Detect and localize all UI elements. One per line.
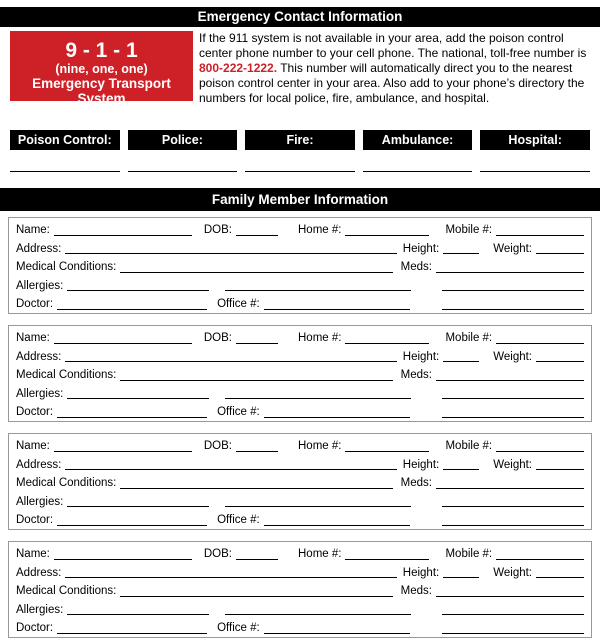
contact-label-police: Police: — [128, 130, 238, 150]
doctor-fill-line[interactable] — [57, 417, 207, 418]
contact-label-ambulance: Ambulance: — [363, 130, 473, 150]
address-fill-line[interactable] — [65, 361, 396, 362]
office-phone-fill-line[interactable] — [264, 525, 410, 526]
office-phone-fill-line[interactable] — [264, 417, 410, 418]
address-row — [16, 562, 584, 581]
weight-label: Weight: — [493, 242, 532, 255]
home-phone-fill-line[interactable] — [345, 451, 429, 452]
name-row — [16, 544, 584, 563]
home-phone-fill-line[interactable] — [345, 559, 429, 560]
address-row — [16, 238, 584, 257]
doctor-label: Doctor: — [16, 406, 54, 419]
meds-label: Meds: — [400, 261, 432, 274]
allergies-fill-line[interactable] — [67, 614, 209, 615]
contact-label-hospital: Hospital: — [480, 130, 590, 150]
dob-label: DOB: — [203, 332, 232, 345]
dob-fill-line[interactable] — [236, 559, 278, 560]
weight-fill-line[interactable] — [536, 253, 584, 254]
name-label: Name: — [16, 224, 50, 237]
allergies-label: Allergies: — [16, 495, 64, 508]
office-phone-label: Office #: — [217, 406, 260, 419]
weight-label: Weight: — [493, 350, 532, 363]
allergies-label: Allergies: — [16, 279, 64, 292]
home-phone-fill-line[interactable] — [345, 235, 429, 236]
police-fill-line[interactable] — [128, 171, 238, 172]
name-fill-line[interactable] — [54, 235, 192, 236]
meds-fill-line-3[interactable] — [442, 633, 584, 634]
ambulance-fill-line[interactable] — [363, 171, 473, 172]
doctor-fill-line[interactable] — [57, 633, 207, 634]
doctor-row — [16, 294, 584, 313]
section-header-emergency: Emergency Contact Information — [0, 7, 600, 27]
dob-fill-line[interactable] — [236, 343, 278, 344]
meds-fill-line-2[interactable] — [442, 398, 584, 399]
intro-paragraph — [199, 31, 590, 106]
address-fill-line[interactable] — [65, 469, 396, 470]
medical-conditions-fill-line[interactable] — [120, 380, 392, 381]
meds-label: Meds: — [400, 369, 432, 382]
home-phone-label: Home #: — [298, 548, 342, 561]
emergency-911-box — [10, 31, 193, 106]
allergies-fill-line[interactable] — [67, 398, 209, 399]
meds-fill-line-3[interactable] — [442, 309, 584, 310]
medical-conditions-row — [16, 581, 584, 600]
height-label: Height: — [402, 566, 440, 579]
weight-fill-line[interactable] — [536, 361, 584, 362]
home-phone-label: Home #: — [298, 440, 342, 453]
name-fill-line[interactable] — [54, 559, 192, 560]
medical-conditions-label: Medical Conditions: — [16, 369, 117, 382]
medical-conditions-row — [16, 473, 584, 492]
doctor-fill-line[interactable] — [57, 525, 207, 526]
dob-label: DOB: — [203, 440, 232, 453]
weight-fill-line[interactable] — [536, 577, 584, 578]
office-phone-label: Office #: — [217, 514, 260, 527]
mobile-phone-label: Mobile #: — [445, 332, 493, 345]
name-label: Name: — [16, 332, 50, 345]
office-phone-label: Office #: — [217, 298, 260, 311]
allergies-fill-line-2[interactable] — [225, 398, 411, 399]
poison-control-phone-number: 800-222-1222. — [199, 60, 278, 75]
meds-fill-line[interactable] — [436, 272, 584, 273]
section-header-family: Family Member Information — [0, 188, 600, 211]
family-member-block — [8, 433, 592, 530]
medical-conditions-label: Medical Conditions: — [16, 585, 117, 598]
name-fill-line[interactable] — [54, 343, 192, 344]
height-fill-line[interactable] — [443, 361, 479, 362]
doctor-label: Doctor: — [16, 298, 54, 311]
allergies-fill-line-2[interactable] — [225, 290, 411, 291]
height-label: Height: — [402, 350, 440, 363]
doctor-label: Doctor: — [16, 514, 54, 527]
address-label: Address: — [16, 458, 62, 471]
contact-label-fire: Fire: — [245, 130, 355, 150]
meds-fill-line-3[interactable] — [442, 417, 584, 418]
intro-paragraph-before: If the 911 system is not available in your area, add the poison control center phone number to your cell phone. The national, toll-free number is — [199, 31, 587, 60]
address-row — [16, 454, 584, 473]
meds-label: Meds: — [400, 477, 432, 490]
medical-conditions-fill-line[interactable] — [120, 596, 392, 597]
emergency-contact-fill-lines — [10, 171, 590, 172]
emergency-number-words: (nine, one, one) — [55, 62, 148, 76]
address-label: Address: — [16, 566, 62, 579]
intro-section — [10, 31, 590, 118]
meds-fill-line-3[interactable] — [442, 525, 584, 526]
allergies-row — [16, 491, 584, 510]
weight-label: Weight: — [493, 566, 532, 579]
dob-fill-line[interactable] — [236, 451, 278, 452]
name-label: Name: — [16, 440, 50, 453]
mobile-phone-fill-line[interactable] — [496, 451, 584, 452]
allergies-fill-line-2[interactable] — [225, 506, 411, 507]
meds-fill-line[interactable] — [436, 380, 584, 381]
name-fill-line[interactable] — [54, 451, 192, 452]
medical-conditions-label: Medical Conditions: — [16, 477, 117, 490]
weight-label: Weight: — [493, 458, 532, 471]
allergies-label: Allergies: — [16, 387, 64, 400]
mobile-phone-fill-line[interactable] — [496, 235, 584, 236]
intro-paragraph-after: This number will automatically direct you to the nearest poison control center in your area. Also add to your phone’s directory the numbers for local police, fire, ambulance, and hospital. — [199, 60, 585, 105]
meds-label: Meds: — [400, 585, 432, 598]
family-member-block — [8, 217, 592, 314]
home-phone-label: Home #: — [298, 332, 342, 345]
medical-conditions-fill-line[interactable] — [120, 488, 392, 489]
meds-fill-line-2[interactable] — [442, 290, 584, 291]
emergency-number: 9 - 1 - 1 — [65, 39, 138, 62]
doctor-label: Doctor: — [16, 622, 54, 635]
medical-conditions-fill-line[interactable] — [120, 272, 392, 273]
contact-label-poison-control: Poison Control: — [10, 130, 120, 150]
emergency-system-name: Emergency Transport System — [32, 76, 171, 106]
home-phone-fill-line[interactable] — [345, 343, 429, 344]
medical-conditions-label: Medical Conditions: — [16, 261, 117, 274]
name-row — [16, 220, 584, 239]
allergies-label: Allergies: — [16, 603, 64, 616]
allergies-row — [16, 275, 584, 294]
dob-label: DOB: — [203, 224, 232, 237]
height-label: Height: — [402, 458, 440, 471]
mobile-phone-label: Mobile #: — [445, 224, 493, 237]
name-row — [16, 436, 584, 455]
allergies-fill-line-2[interactable] — [225, 614, 411, 615]
allergies-row — [16, 383, 584, 402]
name-row — [16, 328, 584, 347]
weight-fill-line[interactable] — [536, 469, 584, 470]
fire-fill-line[interactable] — [245, 171, 355, 172]
dob-label: DOB: — [203, 548, 232, 561]
meds-fill-line-2[interactable] — [442, 506, 584, 507]
medical-conditions-row — [16, 365, 584, 384]
address-fill-line[interactable] — [65, 577, 396, 578]
allergies-fill-line[interactable] — [67, 506, 209, 507]
doctor-row — [16, 618, 584, 637]
meds-fill-line-2[interactable] — [442, 614, 584, 615]
home-phone-label: Home #: — [298, 224, 342, 237]
family-member-block — [8, 325, 592, 422]
name-label: Name: — [16, 548, 50, 561]
doctor-fill-line[interactable] — [57, 309, 207, 310]
address-label: Address: — [16, 350, 62, 363]
office-phone-fill-line[interactable] — [264, 633, 410, 634]
meds-fill-line[interactable] — [436, 488, 584, 489]
medical-conditions-row — [16, 257, 584, 276]
meds-fill-line[interactable] — [436, 596, 584, 597]
mobile-phone-fill-line[interactable] — [496, 343, 584, 344]
poison-control-fill-line[interactable] — [10, 171, 120, 172]
family-members — [8, 217, 592, 638]
office-phone-fill-line[interactable] — [264, 309, 410, 310]
hospital-fill-line[interactable] — [480, 171, 590, 172]
height-fill-line[interactable] — [443, 253, 479, 254]
height-fill-line[interactable] — [443, 469, 479, 470]
mobile-phone-fill-line[interactable] — [496, 559, 584, 560]
mobile-phone-label: Mobile #: — [445, 440, 493, 453]
emergency-contact-labels — [10, 130, 590, 150]
mobile-phone-label: Mobile #: — [445, 548, 493, 561]
doctor-row — [16, 402, 584, 421]
doctor-row — [16, 510, 584, 529]
allergies-fill-line[interactable] — [67, 290, 209, 291]
height-fill-line[interactable] — [443, 577, 479, 578]
dob-fill-line[interactable] — [236, 235, 278, 236]
allergies-row — [16, 599, 584, 618]
office-phone-label: Office #: — [217, 622, 260, 635]
address-label: Address: — [16, 242, 62, 255]
height-label: Height: — [402, 242, 440, 255]
address-fill-line[interactable] — [65, 253, 396, 254]
address-row — [16, 346, 584, 365]
